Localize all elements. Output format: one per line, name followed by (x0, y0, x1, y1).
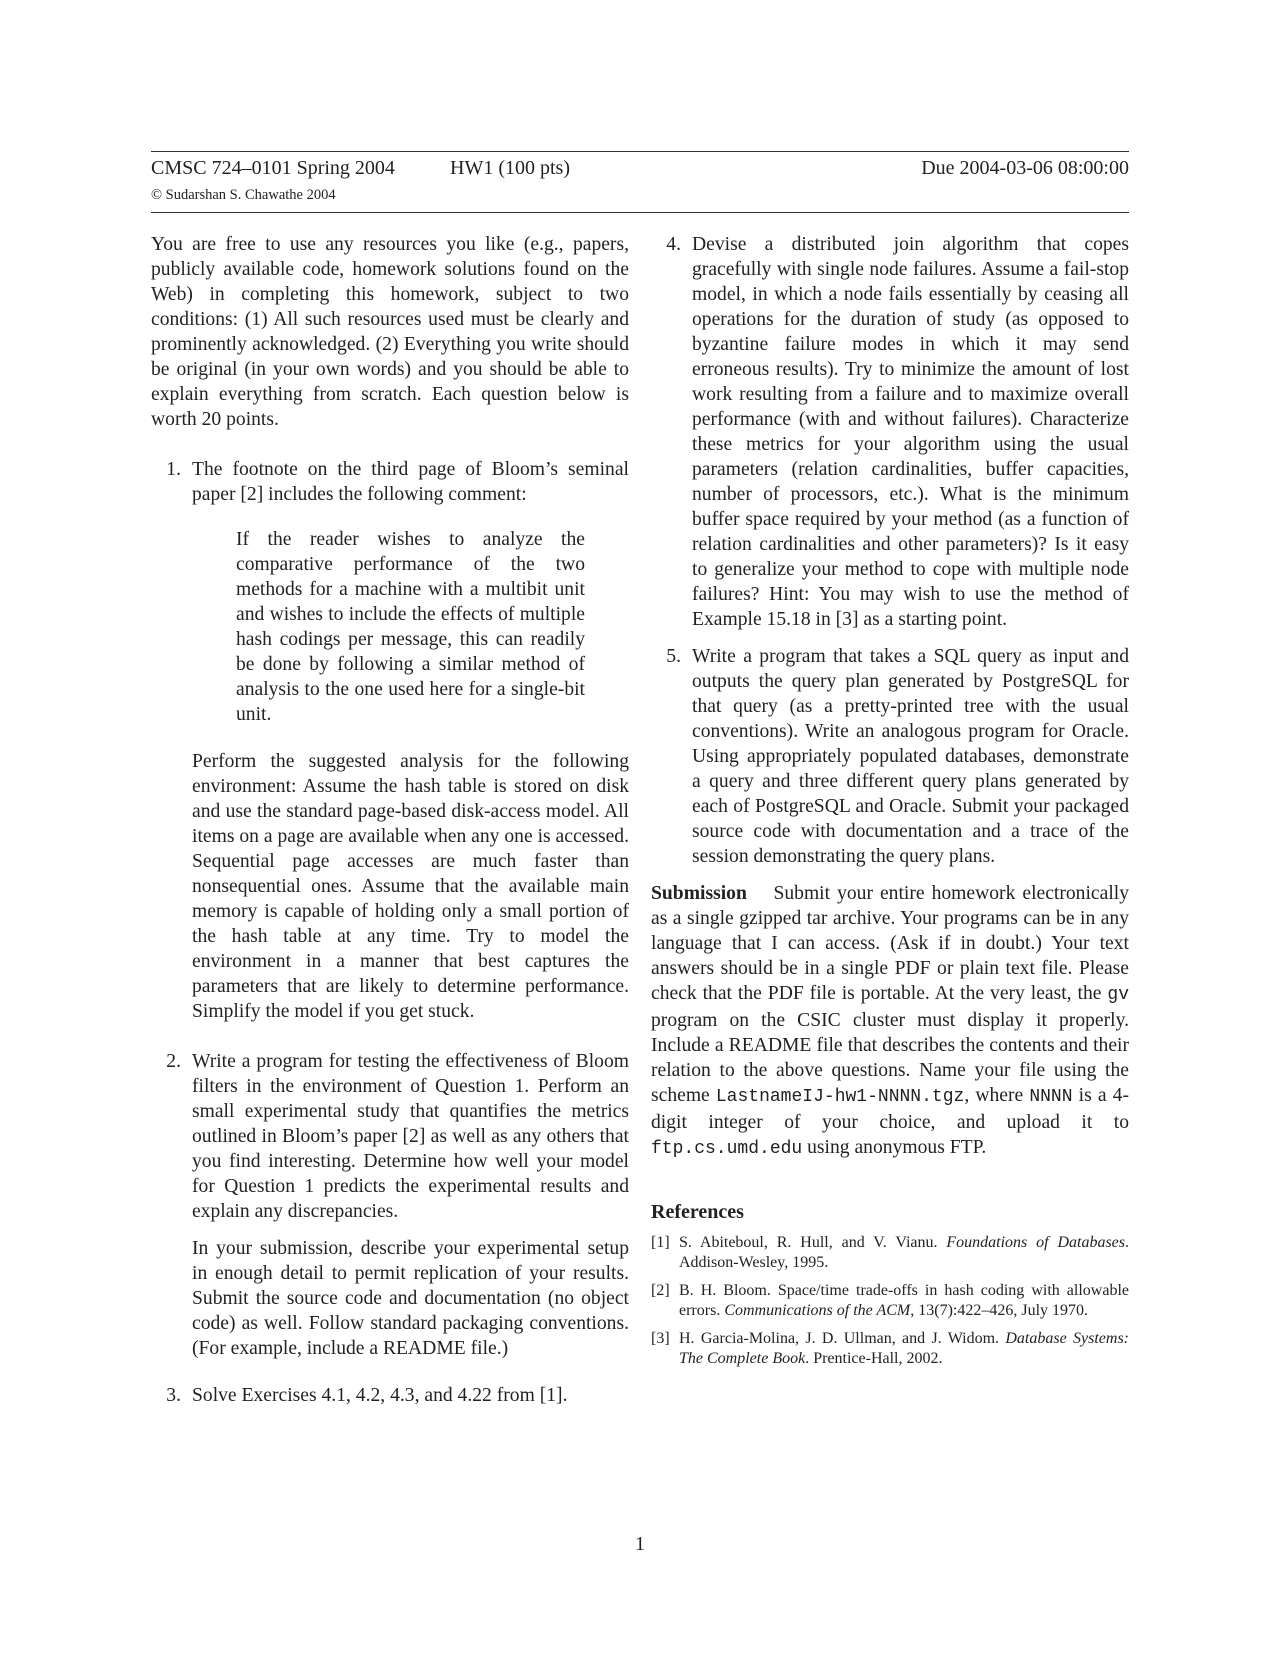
intro-paragraph (151, 232, 629, 432)
due-date: Due 2004-03-06 08:00:00 (921, 157, 1129, 179)
question-text (192, 1236, 629, 1361)
code-text: ftp.cs.umd.edu (651, 1139, 803, 1159)
question-2 (151, 1049, 629, 1361)
code-text: gv (1107, 985, 1129, 1005)
text-run: file that describes the contents and their relation to the above questions. Name your file using the scheme (651, 1035, 1129, 1106)
question-1 (151, 457, 629, 1024)
small-caps-text: README (728, 1035, 812, 1056)
question-text (192, 749, 629, 1024)
reference-item (651, 1233, 1129, 1273)
text-run: Solve Exercises 4.1, 4.2, 4.3, and 4.22 from [1]. (192, 1385, 568, 1406)
text-run: The footnote on the third page of Bloom’s seminal paper [2] includes the following comment: (192, 459, 629, 505)
text-run: using anonymous FTP. (802, 1137, 987, 1158)
homework-title: HW1 (100 pts) (450, 157, 570, 179)
question-text (692, 232, 1129, 632)
italic-text: Communications of the ACM (724, 1302, 911, 1319)
reference-number: [1] (651, 1234, 670, 1251)
question-number: 5. (666, 646, 681, 667)
question-text (692, 644, 1129, 869)
reference-item (651, 1281, 1129, 1321)
text-run: . Prentice-Hall, 2002. (805, 1350, 943, 1367)
header-top-rule (151, 151, 1129, 152)
reference-number: [3] (651, 1330, 670, 1347)
page-number: 1 (635, 1533, 645, 1555)
header-bottom-rule (151, 212, 1129, 213)
bold-run-in-heading: Submission (651, 883, 747, 904)
text-run: Write a program that takes a SQL query as input and outputs the query plan generated by PostgreSQL for that query (as a pretty-printed tree with the usual conventions). Write an analogous program for Oracle. Using appropriately populated databases, demonstrate a query and three different query plans generated by each of PostgreSQL and Oracle. Submit your packaged source code with documentation and a trace of the session demonstrating the query plans. (692, 646, 1129, 867)
block-quote (236, 527, 585, 727)
question-text (192, 1049, 629, 1224)
text-run: , where (964, 1085, 1030, 1106)
italic-text: Database Systems: The Complete Book (679, 1330, 1129, 1367)
references-heading: References (651, 1201, 744, 1223)
text-run: program on the CSIC cluster must display it properly. Include a (651, 1010, 1129, 1056)
question-number: 2. (166, 1051, 181, 1072)
text-run: S. Abiteboul, R. Hull, and V. Vianu. (679, 1234, 947, 1251)
question-5 (651, 644, 1129, 869)
left-column (151, 232, 629, 1408)
italic-text: Foundations of Databases (946, 1234, 1126, 1251)
text-run: , 13(7):422–426, July 1970. (910, 1302, 1089, 1319)
submission-paragraph (651, 881, 1129, 1162)
text-run: B. H. Bloom. Space/time trade-offs in hash coding with allowable errors. (679, 1282, 1129, 1319)
question-number: 3. (166, 1385, 181, 1406)
question-number: 1. (166, 459, 181, 480)
copyright: © Sudarshan S. Chawathe 2004 (151, 187, 336, 203)
small-caps-text: README (382, 1338, 466, 1359)
code-text: LastnameIJ-hw1-NNNN.tgz (715, 1087, 965, 1107)
reference-text (679, 1330, 1129, 1367)
references-list (651, 1233, 1129, 1369)
reference-text (679, 1282, 1129, 1319)
question-3 (151, 1383, 629, 1408)
text-run: You are free to use any resources you like (e.g., papers, publicly available code, homework solutions found on the Web) in completing this homework, subject to two conditions: (1) All such resources used must be clearly and prominently acknowledged. (2) Everything you write should be original (in your own words) and you should be able to explain everything from scratch. Each question below is worth 20 points. (151, 234, 629, 430)
text-run: Perform the suggested analysis for the following environment: Assume the hash table is stored on disk and use the standard page-based disk-access model. All items on a page are available when any one is accessed. Sequential page accesses are much faster than nonsequential ones. Assume that the available main memory is capable of holding only a small portion of the hash table at any time. Try to model the environment in a manner that best captures the parameters that are likely to determine performance. Simplify the model if you get stuck. (192, 751, 629, 1022)
question-number: 4. (666, 234, 681, 255)
right-column (651, 232, 1129, 1369)
text-run: In your submission, describe your experimental setup in enough detail to permit replication of your results. Submit the source code and documentation (no object code) as well. Follow standard packaging conventions. (For example, include a (192, 1238, 629, 1359)
text-run: Submit your entire homework electronically as a single gzipped tar archive. Your programs can be in any language that I can access. (Ask if in doubt.) Your text answers should be in a single PDF or plain text file. Please check that the PDF file is portable. At the very least, the (651, 883, 1129, 1004)
reference-number: [2] (651, 1282, 670, 1299)
text-run: . Addison-Wesley, 1995. (679, 1234, 1130, 1271)
question-text (192, 1383, 629, 1408)
text-run: H. Garcia-Molina, J. D. Ullman, and J. Widom. (679, 1330, 1006, 1347)
text-run: file.) (465, 1338, 509, 1359)
question-4 (651, 232, 1129, 632)
code-text: NNNN (1029, 1087, 1073, 1107)
reference-text (679, 1234, 1129, 1271)
text-run: Write a program for testing the effectiveness of Bloom filters in the environment of Question 1. Perform an small experimental study that quantifies the metrics outlined in Bloom’s paper [2] as well as any others that you find interesting. Determine how well your model for Question 1 predicts the experimental results and explain any discrepancies. (192, 1051, 629, 1222)
text-run: If the reader wishes to analyze the comparative performance of the two methods for a machine with a multibit unit and wishes to include the effects of multiple hash codings per message, this can readily be done by following a similar method of analysis to the one used here for a single-bit unit. (236, 529, 585, 725)
text-run: is a 4-digit integer of your choice, and upload it to (651, 1085, 1129, 1133)
course-title: CMSC 724–0101 Spring 2004 (151, 157, 395, 179)
reference-item (651, 1329, 1129, 1369)
text-run: Devise a distributed join algorithm that copes gracefully with single node failures. Assume a fail-stop model, in which a node fails essentially by ceasing all operations for the duration of study (as opposed to byzantine failure modes in which it may send erroneous results). Try to minimize the amount of lost work resulting from a failure and to maximize overall performance (with and without failures). Characterize these metrics for your algorithm using the usual parameters (relation cardinalities, buffer capacities, number of processors, etc.). What is the minimum buffer space required by your method (as a function of relation cardinalities and other parameters)? Is it easy to generalize your method to cope with multiple node failures? Hint: You may wish to use the method of Example 15.18 in [3] as a starting point. (692, 234, 1129, 630)
question-text (192, 457, 629, 507)
